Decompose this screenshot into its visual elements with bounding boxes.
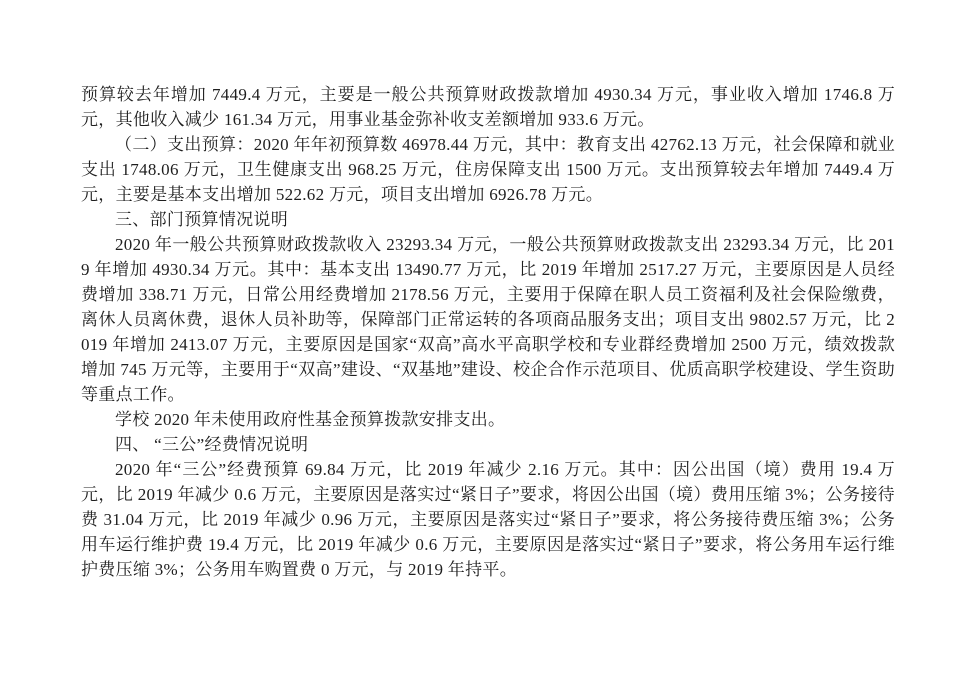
paragraph-general-public-budget-detail: 2020 年一般公共预算财政拨款收入 23293.34 万元，一般公共预算财政拨款支出 23293.34 万元，比 2019 年增加 4930.34 万元。其中：基本支出 13490.77 万元，比 2019 年增加 2517.27 万元，主要原因是人员经费增加 338.71 万元，日常公用经费增加 2178.56 万元，主要用于保障在职人员工资福利及社会保险缴费，离休人员离休费，退休人员补助等，保障部门正常运转的各项商品服务支出；项目支出 9802.57 万元，比 2019 年增加 2413.07 万元，主要原因是国家“双高”高水平高职学校和专业群经费增加 2500 万元，绩效拨款增加 745 万元等，主要用于“双高”建设、“双基地”建设、校企合作示范项目、优质高职学校建设、学生资助等重点工作。 [81, 235, 895, 404]
paragraph-revenue-budget-continuation: 预算较去年增加 7449.4 万元，主要是一般公共预算财政拨款增加 4930.34 万元，事业收入增加 1746.8 万元，其他收入减少 161.34 万元，用事业基金弥补收支差额增加 933.6 万元。 [81, 85, 895, 129]
heading-section-4-three-public-expenses: 四、 “三公”经费情况说明 [115, 435, 309, 454]
paragraph-three-public-expenses-detail: 2020 年“三公”经费预算 69.84 万元，比 2019 年减少 2.16 万元。其中：因公出国（境）费用 19.4 万元，比 2019 年减少 0.6 万元，主要原因是落实过“紧日子”要求，将因公出国（境）费用压缩 3%；公务接待费 31.04 万元，比 2019 年减少 0.96 万元，主要原因是落实过“紧日子”要求，将公务接待费压缩 3%；公务用车运行维护费 19.4 万元，比 2019 年减少 0.6 万元，主要原因是落实过“紧日子”要求，将公务用车运行维护费压缩 3%；公务用车购置费 0 万元，与 2019 年持平。 [81, 460, 895, 579]
paragraph-government-fund-note: 学校 2020 年未使用政府性基金预算拨款安排支出。 [115, 410, 506, 429]
paragraph-expenditure-budget: （二）支出预算：2020 年年初预算数 46978.44 万元，其中：教育支出 42762.13 万元，社会保障和就业支出 1748.06 万元，卫生健康支出 968.25 万元，住房保障支出 1500 万元。支出预算较去年增加 7449.4 万元，主要是基本支出增加 522.62 万元，项目支出增加 6926.78 万元。 [81, 135, 895, 204]
heading-section-3-budget-explanation: 三、部门预算情况说明 [115, 210, 288, 229]
document-body [81, 82, 895, 582]
